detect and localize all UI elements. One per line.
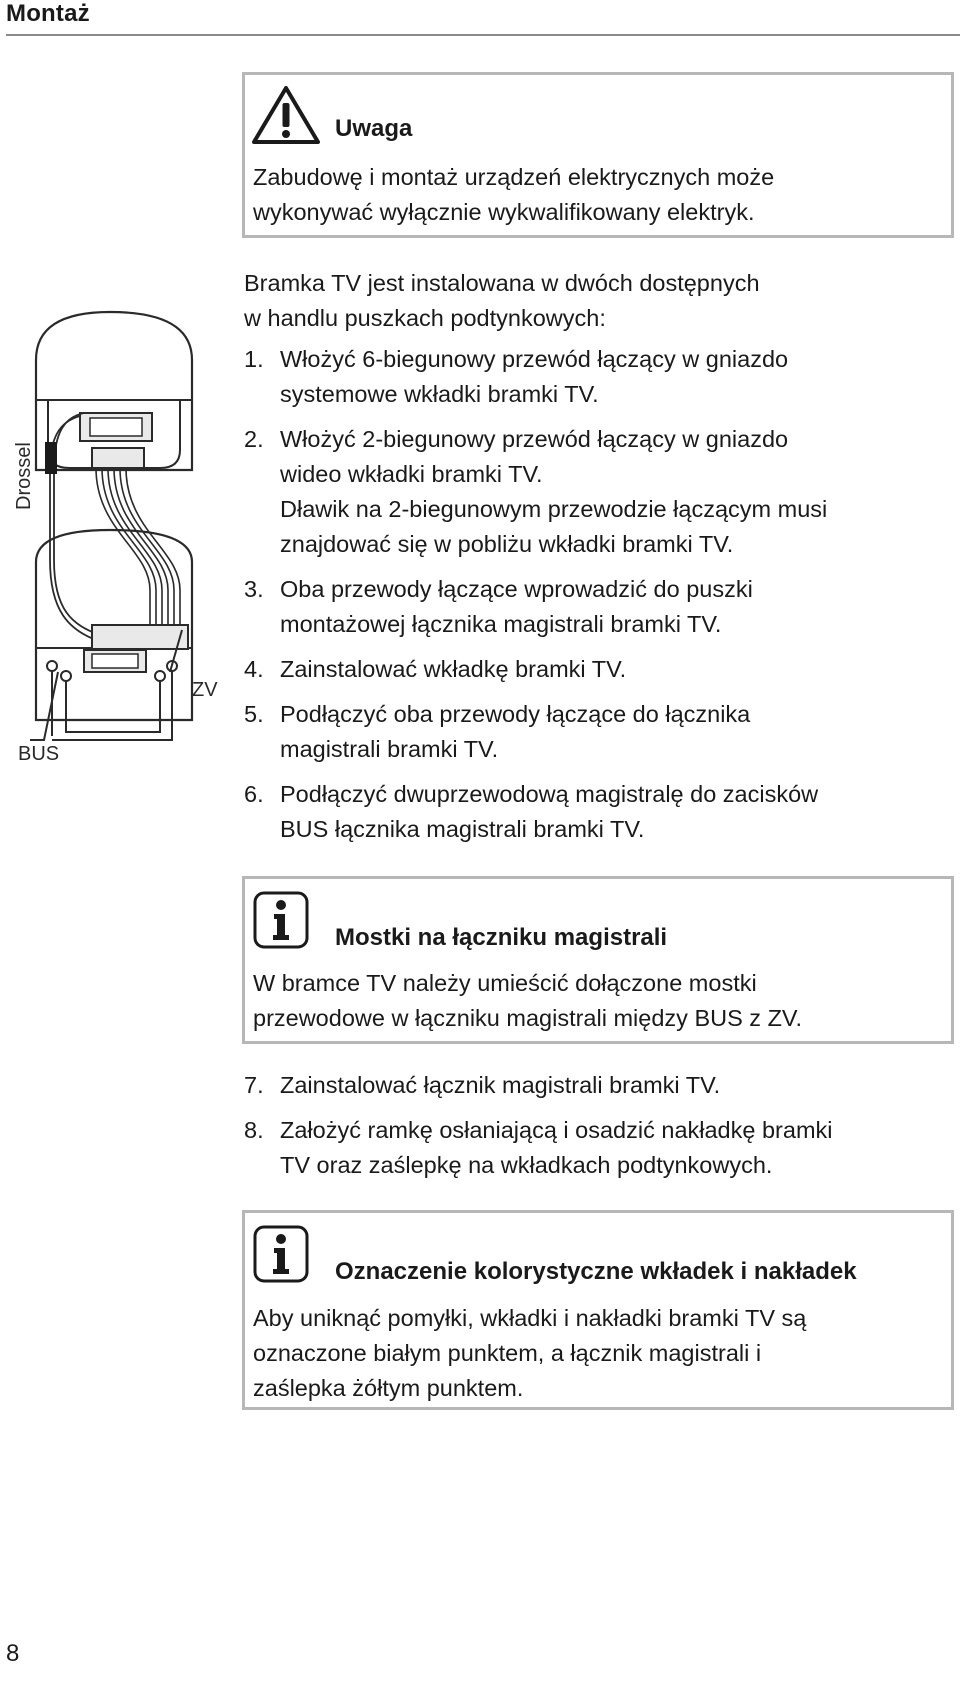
step-line: wideo wkładki bramki TV. (280, 461, 543, 487)
info-line: W bramce TV należy umieścić dołączone mostki (253, 970, 757, 996)
info-box-bridges (242, 876, 954, 1044)
step-line: Dławik na 2-biegunowym przewodzie łączącym musi (280, 496, 828, 522)
warning-line: Zabudowę i montaż urządzeń elektrycznych może (253, 164, 775, 190)
info-text (253, 1301, 945, 1406)
info-icon (253, 891, 309, 949)
step-line: Podłączyć dwuprzewodową magistralę do zacisków (280, 781, 819, 807)
step-line: Włożyć 2-biegunowy przewód łączący w gniazdo (280, 426, 789, 452)
info-heading: Mostki na łączniku magistrali (335, 924, 668, 951)
list-item (244, 697, 944, 767)
step-line: Założyć ramkę osłaniającą i osadzić nakładkę bramki (280, 1117, 833, 1143)
list-item (244, 652, 944, 687)
title-rule (6, 34, 960, 36)
intro-line: Bramka TV jest instalowana w dwóch dostępnych (244, 270, 760, 296)
step-line: Podłączyć oba przewody łączące do łącznika (280, 701, 751, 727)
step-number: 5. (244, 701, 264, 727)
page-number: 8 (6, 1640, 20, 1667)
choke (45, 442, 57, 474)
list-item (244, 342, 944, 412)
info-line: przewodowe w łączniku magistrali między BUS z ZV. (253, 1005, 802, 1031)
info-heading: Oznaczenie kolorystyczne wkładek i nakładek (335, 1258, 857, 1285)
list-item (244, 777, 944, 847)
step-line: TV oraz zaślepkę na wkładkach podtynkowych. (280, 1152, 773, 1178)
warning-heading: Uwaga (335, 115, 413, 142)
list-item (244, 422, 944, 562)
step-line: BUS łącznika magistrali bramki TV. (280, 816, 645, 842)
label-drossel: Drossel (13, 442, 35, 510)
warning-line: wykonywać wyłącznie wykwalifikowany elektryk. (253, 199, 755, 225)
intro-text (244, 266, 944, 336)
step-number: 8. (244, 1117, 264, 1143)
step-line: Oba przewody łączące wprowadzić do puszki (280, 576, 753, 602)
step-line: systemowe wkładki bramki TV. (280, 381, 599, 407)
step-number: 6. (244, 781, 264, 807)
intro-line: w handlu puszkach podtynkowych: (244, 305, 606, 331)
steps-list-a (244, 342, 944, 847)
step-number: 1. (244, 346, 264, 372)
step-number: 7. (244, 1072, 264, 1098)
ribbon-cable (96, 468, 180, 640)
info-line: oznaczone białym punktem, a łącznik magistrali i (253, 1340, 762, 1366)
list-item (244, 572, 944, 642)
warning-text (253, 160, 945, 230)
label-zv: ZV (192, 679, 218, 701)
step-line: montażowej łącznika magistrali bramki TV. (280, 611, 722, 637)
step-number: 4. (244, 656, 264, 682)
step-line: znajdować się w pobliżu wkładki bramki TV. (280, 531, 734, 557)
step-number: 2. (244, 426, 264, 452)
step-line: magistrali bramki TV. (280, 736, 499, 762)
warning-triangle-icon (251, 85, 321, 145)
info-box-colors (242, 1210, 954, 1410)
info-line: Aby uniknąć pomyłki, wkładki i nakładki bramki TV są (253, 1305, 807, 1331)
info-icon (253, 1225, 309, 1283)
list-item (244, 1068, 944, 1103)
step-line: Zainstalować wkładkę bramki TV. (280, 656, 627, 682)
list-item (244, 1113, 944, 1183)
info-text (253, 966, 945, 1036)
step-line: Włożyć 6-biegunowy przewód łączący w gniazdo (280, 346, 789, 372)
upper-flush-box (36, 312, 192, 470)
label-bus: BUS (18, 743, 60, 765)
section-title: Montaż (6, 0, 90, 27)
warning-box (242, 72, 954, 238)
step-number: 3. (244, 576, 264, 602)
steps-list-b (244, 1068, 944, 1183)
step-line: Zainstalować łącznik magistrali bramki TV. (280, 1072, 721, 1098)
wiring-diagram (0, 300, 236, 780)
info-line: zaślepka żółtym punktem. (253, 1375, 524, 1401)
bus-coupler-connector (92, 625, 188, 649)
